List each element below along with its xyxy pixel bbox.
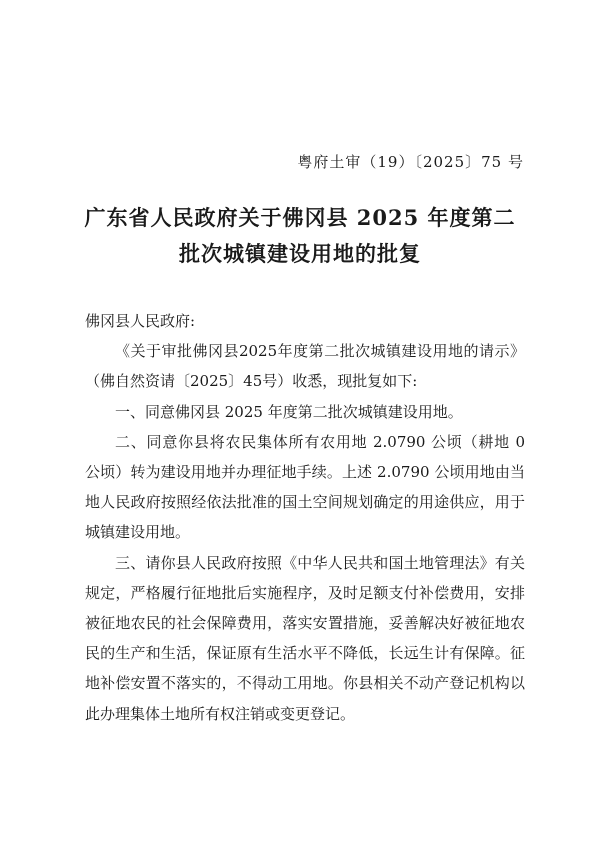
document-body xyxy=(85,306,525,729)
document-title-line-1: 广东省人民政府关于佛冈县 2025 年度第二 xyxy=(84,205,516,230)
document-number: 粤府土审（19）〔2025〕75 号 xyxy=(297,153,524,171)
paragraph-approval-3: 三、请你县人民政府按照《中华人民共和国土地管理法》有关规定，严格履行征地批后实施程序，及时足额支付补偿费用，安排被征地农民的社会保障费用，落实安置措施，妥善解决好被征地农民的生产和生活，保证原有生活水平不降低，长远生计有保障。征地补偿安置不落实的，不得动工用地。你县相关不动产登记机构以此办理集体土地所有权注销或变更登记。 xyxy=(85,553,525,723)
salutation: 佛冈县人民政府: xyxy=(85,312,196,330)
paragraph-request-reference: 《关于审批佛冈县2025年度第二批次城镇建设用地的请示》（佛自然资请〔2025〕45号）收悉，现批复如下: xyxy=(85,342,525,391)
document-title-line-2: 批次城镇建设用地的批复 xyxy=(179,241,421,266)
paragraph-approval-2: 二、同意你县将农民集体所有农用地 2.0790 公顷（耕地 0 公顷）转为建设用地并办理征地手续。上述 2.0790 公顷用地由当地人民政府按照经依法批准的国土空间规划确定的用途供应，用于城镇建设用地。 xyxy=(85,432,525,542)
paragraph-approval-1: 一、同意佛冈县 2025 年度第二批次城镇建设用地。 xyxy=(115,402,463,421)
